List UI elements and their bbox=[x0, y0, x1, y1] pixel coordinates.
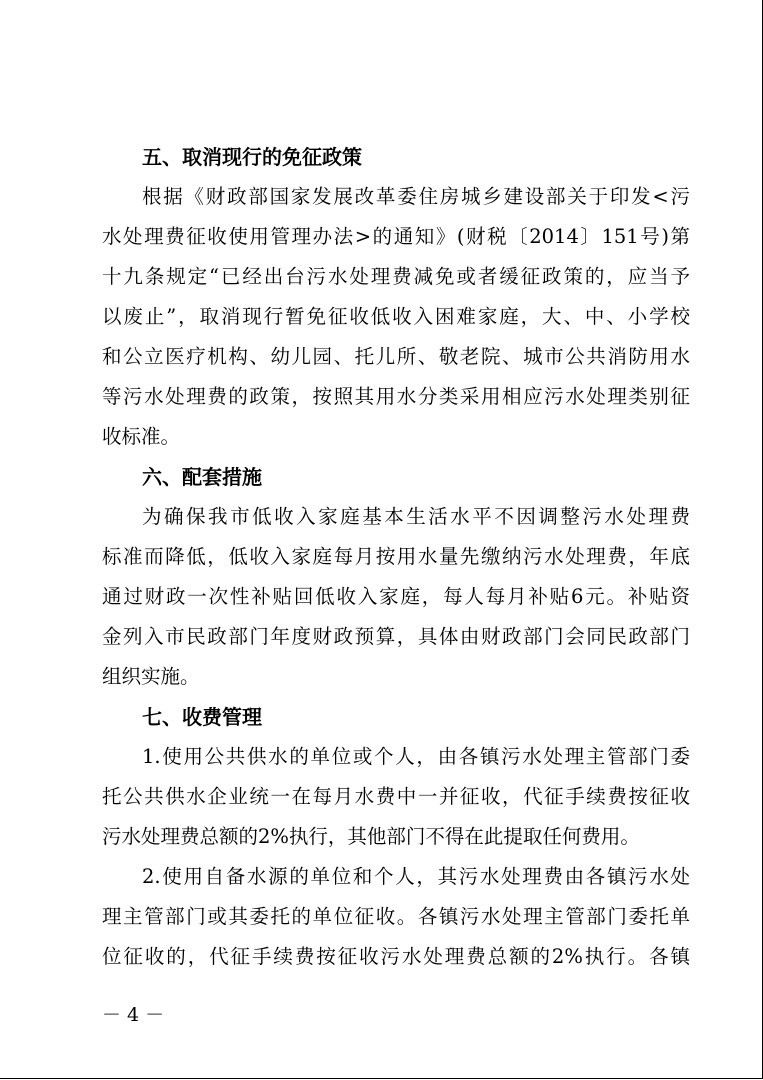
paragraph-line: 组织实施。 bbox=[102, 665, 200, 688]
paragraph-line: 2.使用自备水源的单位和个人，其污水处理费由各镇污水处 bbox=[142, 865, 690, 888]
paragraph-line: 和公立医疗机构、幼儿园、托儿所、敬老院、城市公共消防用水 bbox=[102, 345, 690, 368]
paragraph-line: 托公共供水企业统一在每月水费中一并征收，代征手续费按征收 bbox=[102, 785, 690, 808]
section-heading: 六、配套措施 bbox=[142, 465, 262, 489]
paragraph-line: 标准而降低，低收入家庭每月按用水量先缴纳污水处理费，年底 bbox=[102, 545, 690, 568]
paragraph-line: 污水处理费总额的2%执行，其他部门不得在此提取任何费用。 bbox=[102, 825, 640, 848]
paragraph-line: 为确保我市低收入家庭基本生活水平不因调整污水处理费 bbox=[142, 505, 690, 528]
paragraph-line: 金列入市民政部门年度财政预算，具体由财政部门会同民政部门 bbox=[102, 625, 690, 648]
paragraph-line: 理主管部门或其委托的单位征收。各镇污水处理主管部门委托单 bbox=[102, 905, 690, 928]
section-heading: 五、取消现行的免征政策 bbox=[142, 145, 362, 169]
paragraph-line: 收标准。 bbox=[102, 425, 181, 448]
paragraph-line: 通过财政一次性补贴回低收入家庭，每人每月补贴6元。补贴资 bbox=[102, 585, 690, 608]
paragraph-line: 1.使用公共供水的单位或个人，由各镇污水处理主管部门委 bbox=[142, 745, 690, 768]
paragraph-line: 水处理费征收使用管理办法>的通知》(财税〔2014〕151号)第 bbox=[102, 225, 690, 248]
paragraph-line: 等污水处理费的政策，按照其用水分类采用相应污水处理类别征 bbox=[102, 385, 690, 408]
paragraph-line: 位征收的，代征手续费按征收污水处理费总额的2%执行。各镇 bbox=[102, 945, 690, 968]
paragraph-line: 以废止”，取消现行暂免征收低收入困难家庭，大、中、小学校 bbox=[102, 305, 690, 328]
page-number: － 4 － bbox=[102, 1004, 165, 1026]
paragraph-line: 根据《财政部国家发展改革委住房城乡建设部关于印发<污 bbox=[142, 185, 690, 208]
section-heading: 七、收费管理 bbox=[142, 705, 262, 729]
paragraph-line: 十九条规定“已经出台污水处理费减免或者缓征政策的，应当予 bbox=[102, 265, 690, 288]
